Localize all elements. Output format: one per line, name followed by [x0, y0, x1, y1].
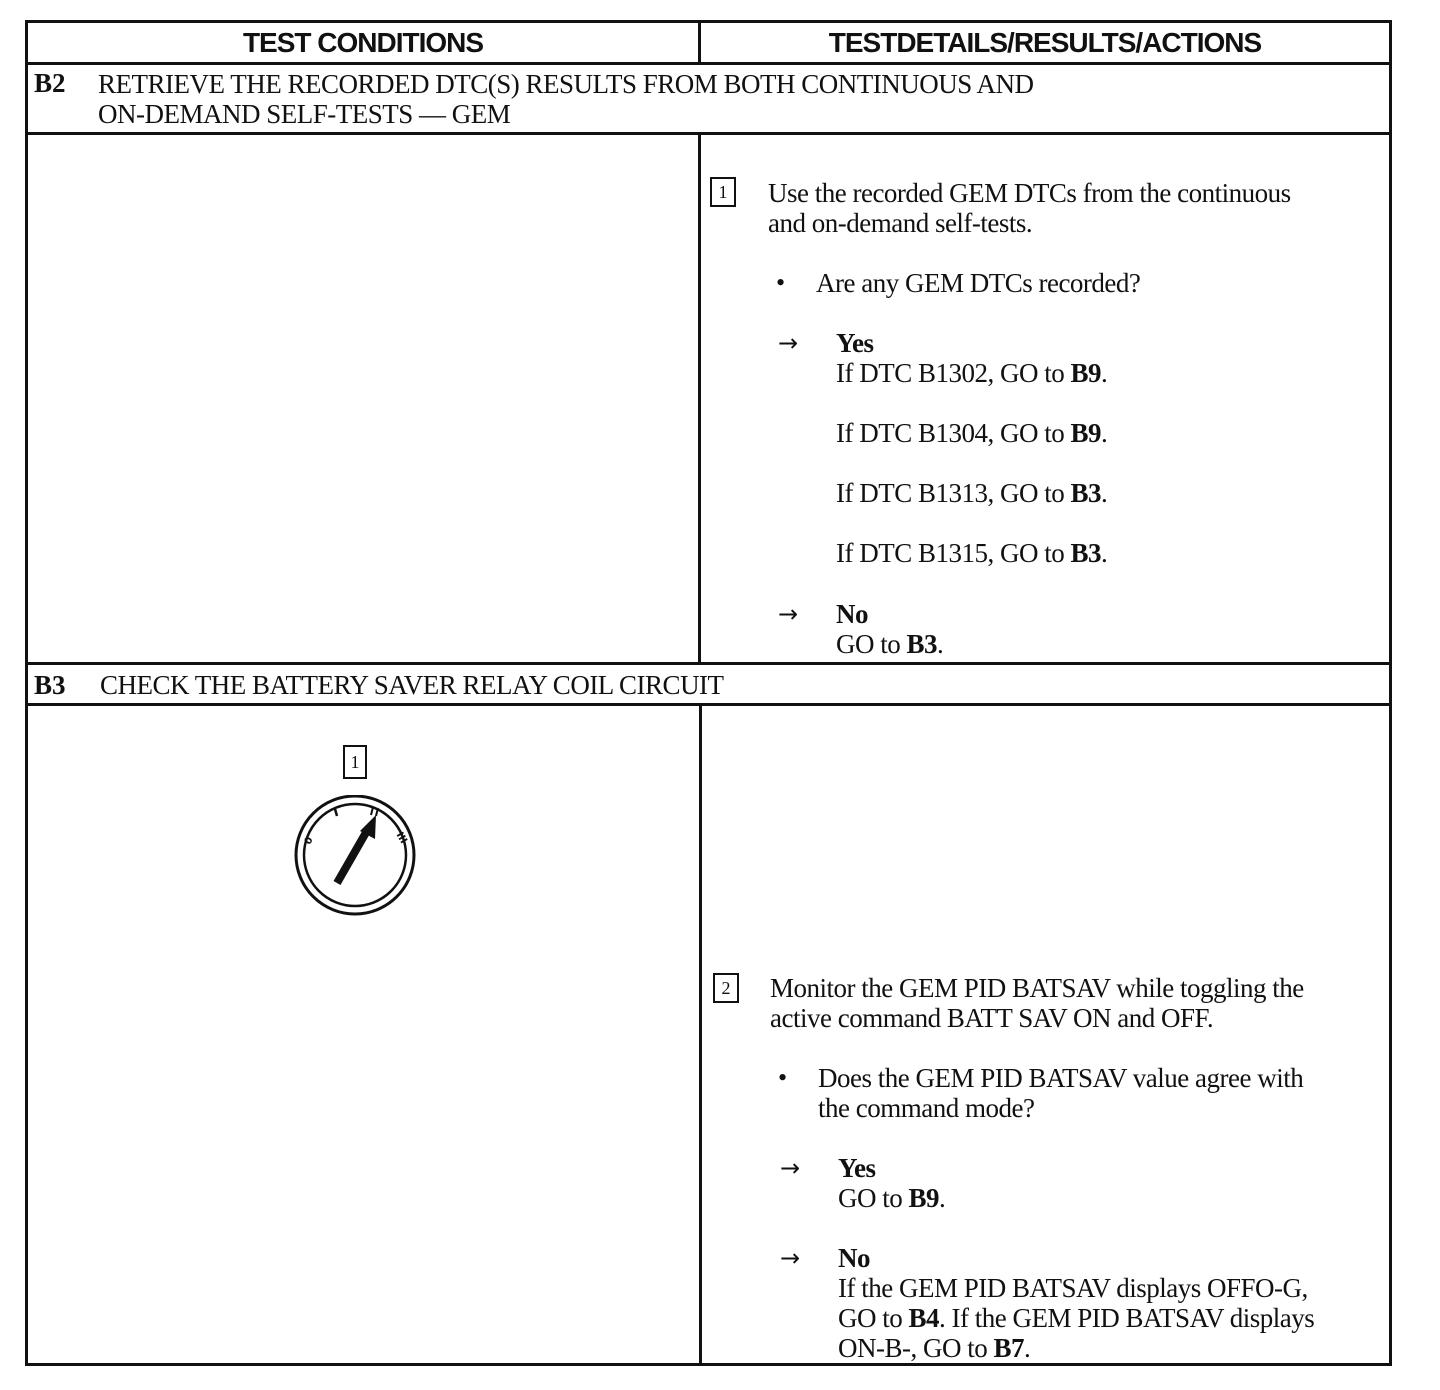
- b2-step-id: B2: [34, 68, 66, 98]
- b2-instruction-line2: and on-demand self-tests.: [768, 208, 1033, 238]
- header-test-conditions: TEST CONDITIONS: [242, 27, 484, 58]
- b3-no-line1: If the GEM PID BATSAV displays OFFO-G,: [838, 1273, 1308, 1303]
- b2-yes-label: Yes: [836, 328, 874, 358]
- ignition-key-shaft: [337, 829, 368, 883]
- ignition-position-1: [335, 809, 337, 816]
- b3-yes-arrow: →: [780, 1154, 801, 1182]
- b3-step-number-box: 2: [713, 973, 739, 1003]
- b3-no-label: No: [838, 1243, 870, 1273]
- b3-title-divider: [25, 703, 1392, 706]
- ignition-switch-icon: [290, 795, 422, 917]
- b3-instruction-line2: active command BATT SAV ON and OFF.: [770, 1003, 1214, 1033]
- b3-bullet: •: [778, 1063, 788, 1092]
- b2-if-b1304: If DTC B1304, GO to B9.: [836, 418, 1108, 448]
- b3-step-id: B3: [34, 670, 66, 700]
- b2-if-b1313: If DTC B1313, GO to B3.: [836, 478, 1108, 508]
- b3-no-line3: ON-B-, GO to B7.: [838, 1333, 1031, 1363]
- b3-yes-action: GO to B9.: [838, 1183, 946, 1213]
- b3-question-line1: Does the GEM PID BATSAV value agree with: [818, 1063, 1304, 1093]
- b3-instruction-line1: Monitor the GEM PID BATSAV while toggling the: [770, 973, 1304, 1003]
- b2-instruction-line1: Use the recorded GEM DTCs from the continuous: [768, 178, 1291, 208]
- b2-title-line2: ON-DEMAND SELF-TESTS — GEM: [98, 99, 511, 129]
- b2-step-number-box: 1: [710, 177, 736, 207]
- b3-question-line2: the command mode?: [818, 1093, 1035, 1123]
- b2-yes-arrow: →: [778, 329, 799, 357]
- b3-column-divider: [699, 704, 702, 1366]
- b2-column-divider: [698, 133, 701, 663]
- b3-no-line2: GO to B4. If the GEM PID BATSAV displays: [838, 1303, 1315, 1333]
- header-test-details: TESTDETAILS/RESULTS/ACTIONS: [828, 27, 1262, 58]
- b2-question: Are any GEM DTCs recorded?: [816, 268, 1141, 298]
- b2-bullet: •: [776, 268, 786, 297]
- b3-figure-step-number-box: 1: [343, 745, 367, 779]
- b2-no-action: GO to B3.: [836, 629, 944, 659]
- b2-title-line1: RETRIEVE THE RECORDED DTC(S) RESULTS FROM BOTH CONTINUOUS AND: [98, 69, 1034, 99]
- ignition-position-3: III: [393, 830, 409, 846]
- b2-no-arrow: →: [778, 600, 799, 628]
- b2-no-label: No: [836, 599, 868, 629]
- b3-title: CHECK THE BATTERY SAVER RELAY COIL CIRCUIT: [100, 670, 724, 700]
- b2-if-b1315: If DTC B1315, GO to B3.: [836, 538, 1108, 568]
- b2-title-divider: [25, 132, 1392, 135]
- b3-no-arrow: →: [780, 1244, 801, 1272]
- b3-yes-label: Yes: [838, 1153, 876, 1183]
- ignition-position-2a: [371, 807, 373, 815]
- b2-if-b1302: If DTC B1302, GO to B9.: [836, 358, 1108, 388]
- b3-top-divider: [25, 662, 1392, 665]
- ignition-position-0: 0: [302, 835, 316, 847]
